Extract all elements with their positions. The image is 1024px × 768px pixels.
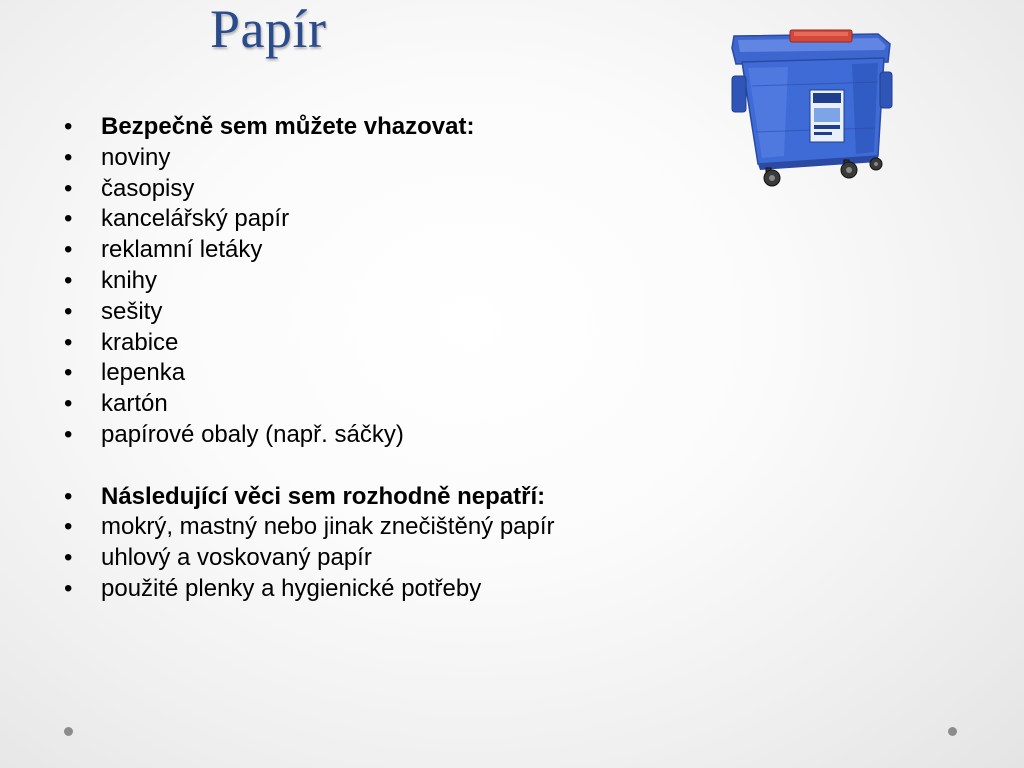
list-item: • kancelářský papír [64, 204, 555, 235]
bullet: • [64, 143, 73, 171]
bullet: • [64, 390, 73, 418]
bullet: • [64, 297, 73, 325]
bullet: • [64, 544, 73, 572]
bullet: • [64, 482, 73, 510]
recycling-bin-icon [728, 28, 894, 188]
list-item: • sešity [64, 297, 555, 328]
list-item: • noviny [64, 143, 555, 174]
bullet: • [64, 359, 73, 387]
list-item: • časopisy [64, 174, 555, 205]
bullet: • [64, 574, 73, 602]
list-item: • použité plenky a hygienické potřeby [64, 574, 555, 605]
decorative-dot [948, 727, 957, 736]
list-item: • mokrý, mastný nebo jinak znečištěný papír [64, 512, 555, 543]
bullet: • [64, 113, 73, 140]
bullet-list [64, 112, 555, 605]
list-item: • papírové obaly (např. sáčky) [64, 420, 555, 451]
bullet: • [64, 328, 73, 356]
bullet: • [64, 205, 73, 233]
list-item: • uhlový a voskovaný papír [64, 543, 555, 574]
decorative-dot [64, 727, 73, 736]
bullet: • [64, 513, 73, 541]
slide-title: Papír [210, 0, 327, 59]
list-heading: • Bezpečně sem můžete vhazovat: [64, 112, 555, 143]
bullet: • [64, 236, 73, 264]
list-item: • reklamní letáky [64, 235, 555, 266]
list-item: • knihy [64, 266, 555, 297]
bullet: • [64, 266, 73, 294]
list-item: • krabice [64, 328, 555, 359]
list-heading: • Následující věci sem rozhodně nepatří: [64, 482, 555, 513]
bullet: • [64, 420, 73, 448]
bullet: • [64, 174, 73, 202]
list-item: • kartón [64, 389, 555, 420]
list-spacer [64, 451, 555, 482]
list-item: • lepenka [64, 358, 555, 389]
